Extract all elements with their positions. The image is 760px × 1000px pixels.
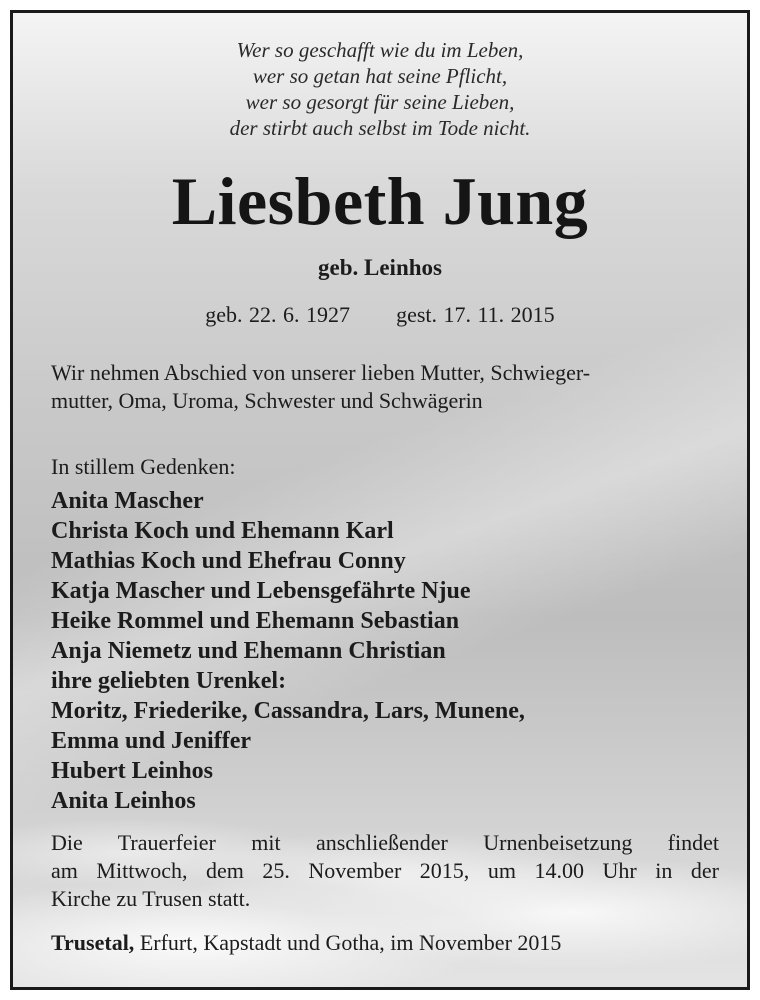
poem-line: wer so gesorgt für seine Lieben, [245,90,515,114]
farewell-line: mutter, Oma, Uroma, Schwester und Schwägerin [51,388,483,413]
farewell-text [51,359,721,415]
funeral-service-info [51,829,719,913]
signoff-rest: Erfurt, Kapstadt und Gotha, im November 2015 [134,930,562,955]
poem-line: wer so getan hat seine Pflicht, [252,64,508,88]
signoff-place: Trusetal, [51,930,135,955]
mourner-entry: Heike Rommel und Ehemann Sebastian [51,608,460,634]
mourner-entry: Moritz, Friederike, Cassandra, Lars, Munene, [51,698,525,724]
mourner-entry: Mathias Koch und Ehefrau Conny [51,548,406,574]
mourner-entry: ihre geliebten Urenkel: [51,668,287,694]
remembrance-label: In stillem Gedenken: [51,454,236,479]
mourner-entry: Anita Mascher [51,488,204,514]
mourner-entry: Christa Koch und Ehemann Karl [51,518,394,544]
ceremony-line: Kirche zu Trusen statt. [51,886,251,911]
maiden-name: geb. Leinhos [318,255,442,280]
mourner-entry: Anja Niemetz und Ehemann Christian [51,638,446,664]
mourner-entry: Emma und Jeniffer [51,728,251,754]
farewell-line: Wir nehmen Abschied von unserer lieben Mutter, Schwieger- [51,360,591,385]
obituary-notice [10,10,750,990]
poem-line: Wer so geschafft wie du im Leben, [236,38,524,62]
signoff [51,929,561,957]
birth-date: geb. 22. 6. 1927 [205,302,351,327]
memorial-poem [13,37,747,141]
life-dates [13,300,747,330]
ceremony-line: Die Trauerfeier mit anschließender Urnenbeisetzung findet [51,830,719,855]
deceased-name: Liesbeth Jung [171,163,589,239]
mourners-list [51,486,721,816]
ceremony-line: am Mittwoch, dem 25. November 2015, um 14.00 Uhr in der [51,858,719,883]
mourner-entry: Katja Mascher und Lebensgefährte Njue [51,578,471,604]
mourner-entry: Anita Leinhos [51,788,196,814]
poem-line: der stirbt auch selbst im Tode nicht. [229,116,531,140]
mourner-entry: Hubert Leinhos [51,758,214,784]
death-date: gest. 17. 11. 2015 [396,302,555,327]
